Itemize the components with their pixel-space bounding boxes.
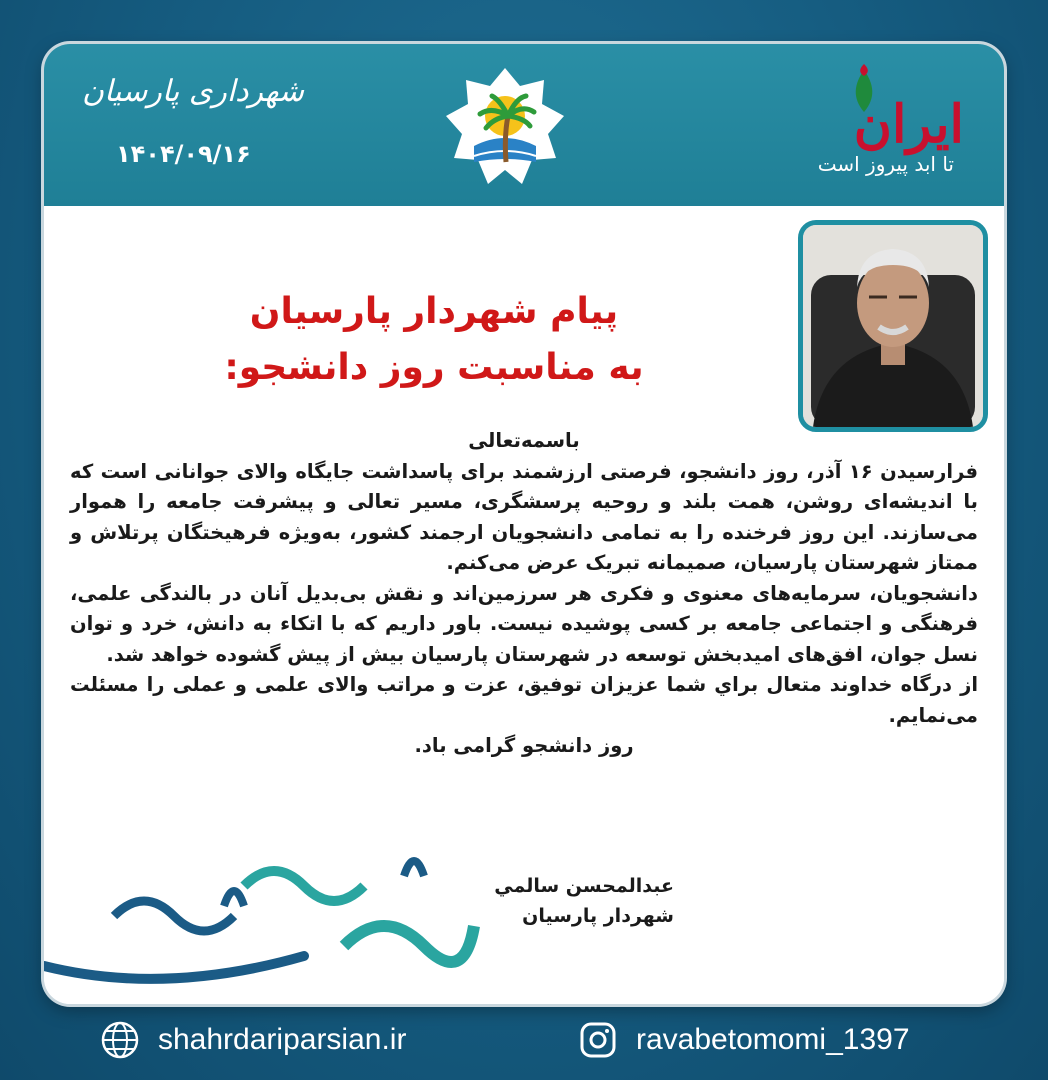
brand-slogan: تا ابد پیروز است [817, 152, 954, 176]
portrait-image [803, 225, 983, 427]
calligraphy-image [44, 846, 484, 1004]
title-line-1: پیام شهردار پارسیان [249, 291, 619, 332]
message-body [70, 426, 978, 762]
campaign-logo [734, 64, 964, 184]
closing-line: روز دانشجو گرامی باد. [414, 734, 634, 757]
municipality-logo [444, 66, 566, 188]
title-line-2: به مناسبت روز دانشجو: [224, 347, 644, 388]
mayor-photo [798, 220, 988, 432]
instagram-icon [578, 1020, 618, 1060]
paragraph-1: فرارسیدن ۱۶ آذر، روز دانشجو، فرصتی ارزشمند برای پاسداشت جایگاه والای جوانانی است که با اندیشه‌ای روشن، همت بلند و روحیه پرسشگری، مسیر تعالی و پیشرفت جامعه را هموار می‌سازند. این روز فرخنده را به تمامی دانشجویان ارجمند کشور، به‌ویژه فرهیختگان پرتلاش و ممتاز شهرستان پارسیان، صمیمانه تبریک عرض می‌کنم. [70, 459, 978, 574]
paragraph-3: از درگاه خداوند متعال براي شما عزیزان توفیق، عزت و مراتب والای علمی و عملی را مسئلت می‌نمایم. [70, 673, 978, 727]
municipality-name: شهرداری پارسیان [82, 74, 305, 109]
content-area [44, 206, 1004, 1004]
brand-text: ایران [853, 94, 964, 155]
website-text: shahrdariparsian.ir [158, 1023, 407, 1056]
message-card [44, 44, 1004, 1004]
website-link[interactable] [100, 1020, 406, 1060]
signer-name: عبدالمحسن سالمي [494, 875, 674, 897]
header-banner [44, 44, 1004, 206]
salutation: باسمه‌تعالی [468, 429, 580, 452]
date: ۱۴۰۴/۰۹/۱۶ [116, 140, 251, 168]
instagram-link[interactable] [578, 1020, 910, 1060]
globe-icon [100, 1020, 140, 1060]
paragraph-2: دانشجویان، سرمایه‌های معنوی و فکری هر سرزمین‌اند و نقش بی‌بدیل آنان در بالندگی علمی، فرهنگی و اجتماعی جامعه بر کسی پوشیده نیست. باور داریم که با اتکاء به دانش، خرد و توان نسل جوان، افق‌های امیدبخش توسعه در شهرستان پارسیان بیش از پیش گشوده خواهد شد. [70, 581, 978, 666]
signer-role: شهردار پارسیان [522, 905, 674, 927]
instagram-text: ravabetomomi_1397 [636, 1023, 910, 1056]
message-title [194, 284, 674, 396]
